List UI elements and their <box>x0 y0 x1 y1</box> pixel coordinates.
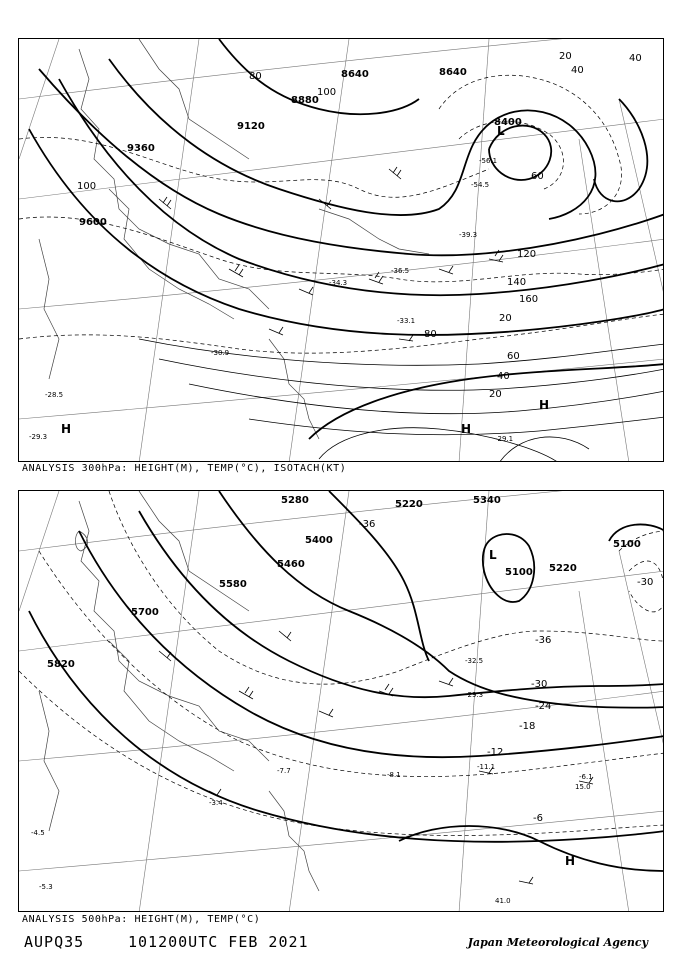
valid-time: 101200UTC FEB 2021 <box>128 933 309 951</box>
station-values <box>31 657 593 905</box>
station-value: -6.1 <box>579 773 593 781</box>
station-value: 15.0 <box>575 783 591 791</box>
caption-300hpa: ANALYSIS 300hPa: HEIGHT(M), TEMP(°C), ISOTACH(KT) <box>22 463 347 474</box>
height-label: 8640 <box>439 67 467 78</box>
isotach-label: 60 <box>531 171 544 182</box>
temp-value: -29.1 <box>495 435 514 443</box>
height-label: 5220 <box>549 563 577 574</box>
height-label: 8400 <box>494 117 522 128</box>
coastline <box>39 39 429 439</box>
height-label: 5460 <box>277 559 305 570</box>
height-label: 5700 <box>131 607 159 618</box>
height-labels <box>79 67 522 228</box>
height-label: 8640 <box>341 69 369 80</box>
isotherm-label: -30 <box>637 577 654 588</box>
station-value: -4.5 <box>31 829 45 837</box>
graticule <box>19 491 664 912</box>
map-300hpa-canvas <box>19 39 664 462</box>
isotachs <box>139 339 664 462</box>
temp-value: -36.5 <box>391 267 410 275</box>
isotach-label: 40 <box>497 371 510 382</box>
high-center: H <box>565 854 576 868</box>
station-value: -7.7 <box>277 767 291 775</box>
low-center: L <box>497 124 505 138</box>
station-value: -8.1 <box>387 771 401 779</box>
height-label: 5340 <box>473 495 501 506</box>
temp-value: -28.5 <box>45 391 64 399</box>
wind-barbs <box>159 167 503 341</box>
station-value: -5.3 <box>39 883 53 891</box>
station-value: -29.3 <box>465 691 484 699</box>
isotherm-label: -6 <box>533 813 543 824</box>
isotach-label: 20 <box>499 313 512 324</box>
height-label: 5820 <box>47 659 75 670</box>
isotach-label: 20 <box>489 389 502 400</box>
analysis-500hpa-map <box>18 490 664 912</box>
isotherm-label: -24 <box>535 701 552 712</box>
temp-value: -30.9 <box>211 349 230 357</box>
temp-value: -39.3 <box>459 231 478 239</box>
isotach-label: 20 <box>559 51 572 62</box>
height-label: 5100 <box>613 539 641 550</box>
isotach-label: 40 <box>629 53 642 64</box>
height-labels <box>47 495 641 670</box>
height-label: 8880 <box>291 95 319 106</box>
station-value: 41.0 <box>495 897 511 905</box>
temp-value: -34.3 <box>329 279 348 287</box>
isotach-label: 100 <box>317 87 337 98</box>
isotach-label: 60 <box>507 351 520 362</box>
isotherm-label: -30 <box>531 679 548 690</box>
temp-value: -56.1 <box>479 157 498 165</box>
isotherm-label: -18 <box>519 721 536 732</box>
wind-barbs <box>159 631 593 884</box>
station-temperatures <box>29 157 513 443</box>
isotach-label: 140 <box>507 277 527 288</box>
height-label: 5220 <box>395 499 423 510</box>
isotherm-label: -36 <box>359 519 376 530</box>
isotach-label: 100 <box>77 181 97 192</box>
high-center: H <box>539 398 550 412</box>
isotach-label: 120 <box>517 249 537 260</box>
agency-name: Japan Meteorological Agency <box>467 936 648 949</box>
height-label: 5280 <box>281 495 309 506</box>
analysis-300hpa-map <box>18 38 664 462</box>
isotach-label: 80 <box>424 329 437 340</box>
isotach-label: 160 <box>519 294 539 305</box>
low-center: L <box>489 548 497 562</box>
high-center: H <box>461 422 472 436</box>
graticule <box>19 39 664 462</box>
height-label: 9600 <box>79 217 107 228</box>
caption-500hpa: ANALYSIS 500hPa: HEIGHT(M), TEMP(°C) <box>22 914 261 925</box>
isotherm-label: -12 <box>487 747 504 758</box>
temp-value: -54.5 <box>471 181 490 189</box>
temp-value: -33.1 <box>397 317 416 325</box>
temp-value: -29.3 <box>29 433 48 441</box>
height-label: 5400 <box>305 535 333 546</box>
station-value: -11.1 <box>477 763 496 771</box>
isotherm-labels <box>359 519 653 824</box>
height-label: 5580 <box>219 579 247 590</box>
high-center: H <box>61 422 72 436</box>
height-label: 9120 <box>237 121 265 132</box>
chart-code: AUPQ35 <box>24 933 85 951</box>
isotach-label: 80 <box>249 71 262 82</box>
station-value: -3.4 <box>209 799 223 807</box>
station-value: -32.5 <box>465 657 484 665</box>
isotherm-label: -36 <box>535 635 552 646</box>
isotach-label: 40 <box>571 65 584 76</box>
map-500hpa-canvas <box>19 491 664 912</box>
height-label: 9360 <box>127 143 155 154</box>
height-label: 5100 <box>505 567 533 578</box>
height-contours <box>29 491 664 871</box>
